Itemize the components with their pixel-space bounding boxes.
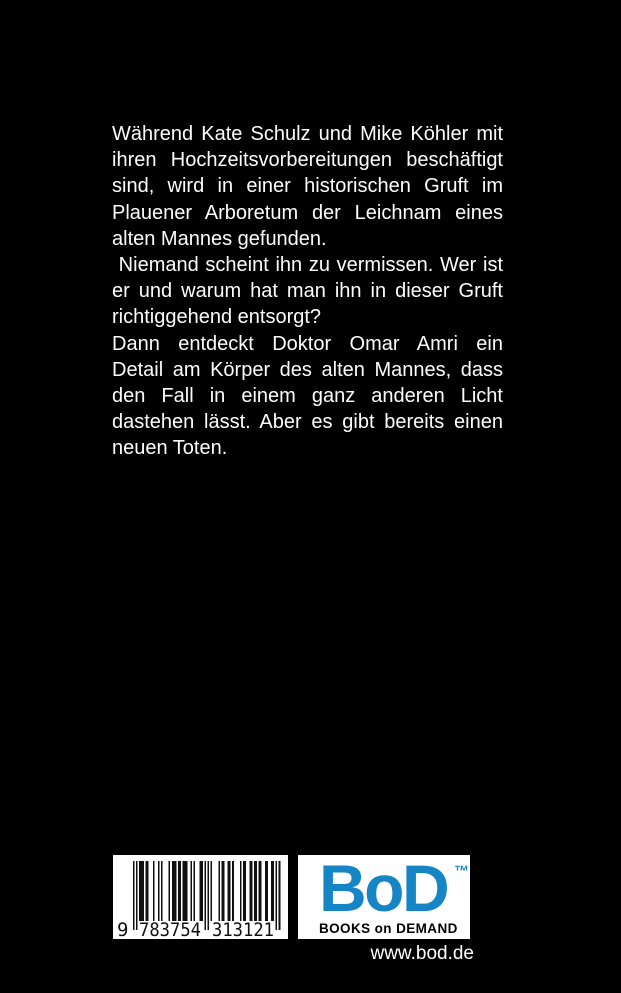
synopsis-line: den Fall in einem ganz anderen Licht: [112, 385, 503, 408]
publisher-website: www.bod.de: [370, 943, 474, 964]
synopsis-line: sind, wird in einer historischen Gruft im: [112, 175, 503, 198]
synopsis-line: alten Mannes gefunden.: [112, 227, 327, 250]
synopsis-line: neuen Toten.: [112, 437, 228, 460]
svg-text:783754: 783754: [139, 919, 201, 939]
svg-text:313121: 313121: [212, 919, 274, 939]
synopsis-line: ihren Hochzeitsvorbereitungen beschäftigt: [112, 149, 503, 172]
synopsis-line: er und warum hat man ihn in dieser Gruft: [112, 280, 503, 303]
synopsis-line: Dann entdeckt Doktor Omar Amri ein: [112, 332, 503, 355]
publisher-tagline: BOOKS on DEMAND: [319, 921, 458, 937]
svg-text:9: 9: [117, 919, 129, 939]
bod-wordmark: [319, 851, 470, 925]
publisher-logo: [298, 851, 470, 939]
bod-wordmark-text: BoD: [319, 851, 448, 925]
isbn-barcode: [113, 855, 288, 939]
synopsis-text: [112, 121, 503, 462]
synopsis-line: Detail am Körper des alten Mannes, dass: [112, 358, 503, 381]
synopsis-line: richtiggehend entsorgt?: [112, 306, 322, 329]
synopsis-line: Niemand scheint ihn zu vermissen. Wer ist: [112, 254, 503, 277]
synopsis-line: Während Kate Schulz und Mike Köhler mit: [112, 123, 503, 145]
trademark-symbol: ™: [454, 863, 470, 880]
synopsis-line: dastehen lässt. Aber es gibt bereits einen: [112, 411, 503, 434]
barcode-image: [113, 855, 288, 939]
synopsis-line: Plauener Arboretum der Leichnam eines: [112, 201, 503, 224]
